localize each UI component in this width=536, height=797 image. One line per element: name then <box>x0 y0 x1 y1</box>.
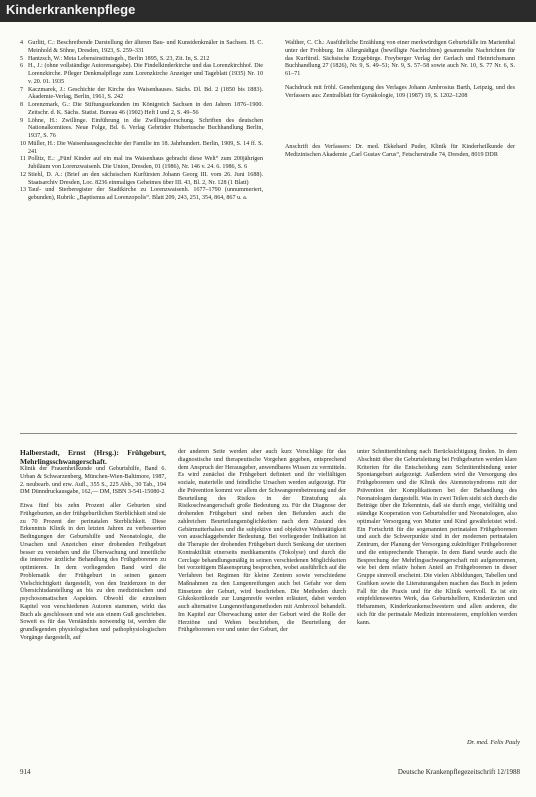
reference-item <box>20 118 263 141</box>
reprint-note: Nachdruck mit fröhl. Genehmigung des Verlages Johann Ambrosius Barth, Leipzig, und des Verfassers aus: Zentralblatt für Gynäkologie, 109 (1987) 19, S. 1202–1208 <box>285 84 515 99</box>
author-address: Anschrift des Verfassers: Dr. med. Ekkehard Puder, Klinik für Kinderheilkunde der Medizinischen Akademie „Carl Gustav Carus“, Fetscherstraße 74, Dresden, 8019 DDR <box>285 144 515 158</box>
reference-number: 10 <box>20 140 27 147</box>
reference-item <box>20 187 263 203</box>
reference-item <box>20 40 263 56</box>
review-text-3: unter Schnittentbindung nach Berücksichtigung finden. In dem Abschnitt über die Geburtsleitung bei Frühgeburten werden klare Kriterien für die Entscheidung zum Schnittentbindung unter Spontangeburt aufgezeigt. Außerdem wird die Versorgung des Frühgeborenen und die Klinik des Atemnotsyndroms mit der Prävention der Komplikationen bei der Behandlung des Neonatologen dargestellt. Was in zwei Teilen sieht sich durch die Beiträge über die Erkenntnis, daß sie durch enge, vielfältig und ständige Kooperation von Geburtshelfer und Neonatologen, also optimaler Versorgung von Mutter und Kind gewährleistet wird. Ein Fortschritt für die sogenannten perinatalen Frühgeborenen und auch die Schwerpunkte sind in der modernen perinatalen Zentrum, der Planung der Versorgung zukünftiger Frühgeborener und die entsprechende Therapie. In dem Band wurde auch die Besprechung der Mehrlingsschwangerschaft mit aufgenommen, wie bei dem relativ hohen Anteil an Frühgeborenen in dieser Gruppe sinnvoll erscheint. Die vielen Abbildungen, Tabellen und Grafiken sowie die Literaturangaben machen das Buch in jedem Fall für die Praxis und für die Klinik wertvoll. Es ist ein empfehlenswertes Werk, das Geburtshelfern, Kinderärzten und Hebammen, Kinderkrankenschwestern und allen anderen, die sich für die perinatale Medizin interessieren, empfohlen werden kann. <box>357 449 517 626</box>
reference-number: 5 <box>20 55 24 62</box>
reference-item <box>20 63 263 86</box>
page-number: 914 <box>20 768 31 776</box>
reference-item <box>20 102 263 118</box>
reference-text: Pollitz, E.: „Fünf Kinder auf ein mal ins Waisenhaus gebracht diese Welt“ zum 200jährigen Jubiläum von Lorenzwaisenh. Die Union, Dresden, 01 (1986), Nr. 146 v. 24. 6. 1986, S. 6 <box>28 156 263 170</box>
review-lead: Halberstadt, Ernst (Hrsg.): Frühgeburt, Mehrlingsschwangerschaft. <box>20 448 166 466</box>
reference-text: H., J.: (ohne vollständige Autorenangabe). Die Findelkinderkirche und das Lorenzkirchhof. Die Lorenzkirche. Pfleger Denkmalpflege zum Lorenzkirche Anzeiger und Tageblatt (1935) Nr. 10 v. 20. 01. 1935 <box>28 63 263 85</box>
reference-text: Hantzsch, W.: Meta Lebensinstitutsgeb., Berlin 1895, S. 23, Zit. In, S. 212 <box>28 55 210 62</box>
reference-text: Tauf- und Sterberegister der Stadtkirche zu Lorenzwaisenh. 1677–1790 (unnummeriert, gebunden), Rubrik: „Baptismus ad Lorenzopolis“. Blatt 209, 243, 251, 354, 864, 867 u. a. <box>28 187 263 201</box>
header-bar <box>0 0 536 22</box>
references-list <box>20 40 263 203</box>
reference-number: 11 <box>20 156 26 163</box>
journal-footer: Deutsche Krankenpflegezeitschrift 12/1988 <box>397 768 520 776</box>
reference-number: 13 <box>20 187 27 194</box>
review-text-1: Etwa fünf bis zehn Prozent aller Geburten sind Frühgeburten, an der frühgeburtlichen Sterblichkeit sind sie zu 70 Prozent der perinatalen Sterblichkeit. Diese Erkenntnis Klinik in den letzten Jahren zu verbesserten Bedingungen der Geburtshilfe und Neonatologie, die Ursachen und Anzeichen einer drohenden Frühgeburt besser zu verstehen und die Überwachung und inneitliche die intensive ärztliche Behandlung des Frühgeborenen zu optimieren. In dem vorliegenden Band wird die Problematik der Frühgeburt in seinen ganzen Vielschichtigkeit dargestellt, von den Inzidenzen in der Übersichtsdarstellung an bis zu den medizinischen und psychosomatischen Aspekten. Obwohl die einzelnen Kapitel von verschiedenen Autoren stammen, wirkt das Buch als geschlossen und wie aus einem Guß geschrieben. Soweit es für das Verständnis notwendig ist, werden die grundlegenden physiologischen und pathophysiologischen Vorgänge dargestellt, auf <box>20 503 166 641</box>
review-column-1 <box>20 449 166 643</box>
reference-item <box>20 141 263 157</box>
reference-number: 8 <box>20 102 24 108</box>
reference-number: 12 <box>20 171 27 178</box>
section-divider <box>20 433 517 434</box>
review-bibliographic: Klinik der Frauenheilkunde und Geburtshilfe, Band 6. Urban & Schwarzenberg, München-Wien-Baltimore, 1987, 2. neubearb. und erw. Aufl., 355 S., 225 Abb., 30 Tab., 194 DM Dünndruckausgabe, 162,— DM, ISBN 3-541-15080-2 <box>20 466 166 496</box>
reference-number: 9 <box>20 117 24 124</box>
reference-walther: Walther, C. Ch.: Ausführliche Erzählung von einer merkwürdigen Geburtsfälle im Marienthal unter der Frohburg. Im Allergnädigst (bewilligte Nachrichten) gesammelte Nachrichten für das Kurfürstl. Sächsische Erzgebürge. Freyberger Verlag der Gerlach und Heinrichsmann Buchhandlung 27 (1826), Nr. 9, S. 49–51; Nr. 9, S. 57–58 sowie auch Nr. 10, S. 77 Nr. 6, S. 61–71 <box>285 40 515 77</box>
reference-text: Lorenzmark, G.: Die Stiftungsurkunden im Königreich Sachsen in den Jahren 1876–1900. Zeitschr. d. K. Sächs. Statist. Bureau 46 (1902) Heft I und 2, S. 49–56 <box>28 102 263 116</box>
reference-item <box>20 87 263 103</box>
reference-number: 4 <box>20 40 24 46</box>
notes-column <box>285 40 515 160</box>
section-title: Kinderkrankenpflege <box>6 2 136 17</box>
reference-text: Kaczmarek, J.: Geschichte der Kirche des Waisenhauses. Sächs. Dl. Bd. 2 (1850 bis 1883). Akademie-Verlag, Berlin, 1961, S. 242 <box>28 86 263 101</box>
reference-text: Löhne, H.: Zwillinge. Einführung in die Zwillingsforschung. Schriften des deutschen Nationalkomitees. Neue Folge, Bd. 6. Verlag Gebrüder Hubertusche Buchhandlung Berlin, 1937, S. 76 <box>28 117 263 139</box>
reference-number: 7 <box>20 86 24 93</box>
reference-item <box>20 156 263 172</box>
reference-number: 6 <box>20 63 24 70</box>
reference-text: Stiehl, D. A.: (Brief an den sächsischen Kurfürsten Johann Georg III. vom 26. Juni 1688). Staatsarchiv Dresden, Loc. 8236 einmaliges Geheimes über III. 43, Bl. 2, Nr. 128 (1 Blatt) <box>28 171 263 186</box>
reference-item <box>20 172 263 188</box>
review-column-3 <box>357 449 517 627</box>
review-column-2 <box>178 449 346 635</box>
reviewer-signature: Dr. med. Felix Pauly <box>466 739 520 746</box>
reference-text: Müller, H.: Die Waisenhausgeschichte der Familie im 18. Jahrhundert. Berlin, 1909, S. 14 ff. S. 241 <box>28 140 263 155</box>
reference-text: Gurlitt, C.: Beschreibende Darstellung der älteren Bau- und Kunstdenkmäler in Sachsen. H. C. Meinhold & Söhne, Dresden, 1923, S. 259–331 <box>28 40 263 54</box>
review-text-2: der anderen Seite werden aber auch kurz Vorschläge für das diagnostische und therapeutische Vorgehen gegeben, entsprechend dem Anspruch der Herausgeber, anwendbares Wissen zu vermitteln. Es wird zunächst die Frühgeburt definiert und ihr vielfältigen soziale, materielle und feindliche Ursachen werden aufgezeigt. Für die Prävention kommt vor allem der Schwangerenbetreuung und der Beurteilung des Risikos in der Einstufung als Risikoschwangerschaft große Bedeutung zu. Für die Diagnose der drohenden Frühgeburt sind neben den Befunden auch die zahlreichen Beurteilungsmöglichkeiten nach dem Zustand des Gebärmutterhalses und die subjektive und objektive Wehentätigkeit von ausschlaggebender Bedeutung. Bei vorliegender Indikation ist die Therapie der drohenden Frühgeburt durch Senkung der uterinen Kontraktilität einerseits medikamentös (Tokolyse) und durch die Cerclage behandlungsmäßig in seinen verschiedenen Möglichkeiten bei vorzeitigem Blasensprung besprochen, wobei ausführlich auf die Verfahren bei Regimen für kleine Zentren sowie verschiedene Maßnahmen zu den Lungenreifungen auch bei Gefahr vor dem Einsetzen der Geburt, wird beschrieben. Die Methoden durch Glukokortikoide zur Lungenreife werden erläutert, dabei werden auch alternative Lungenreifungsmethoden mit Ambroxol behandelt. Im Kapitel zur Überwachung unter der Geburt wird die Rolle der Herztöne und Wehen beschrieben, die Beurteilung der Frühgeborenen vor und unter der Geburt, der <box>178 449 346 634</box>
